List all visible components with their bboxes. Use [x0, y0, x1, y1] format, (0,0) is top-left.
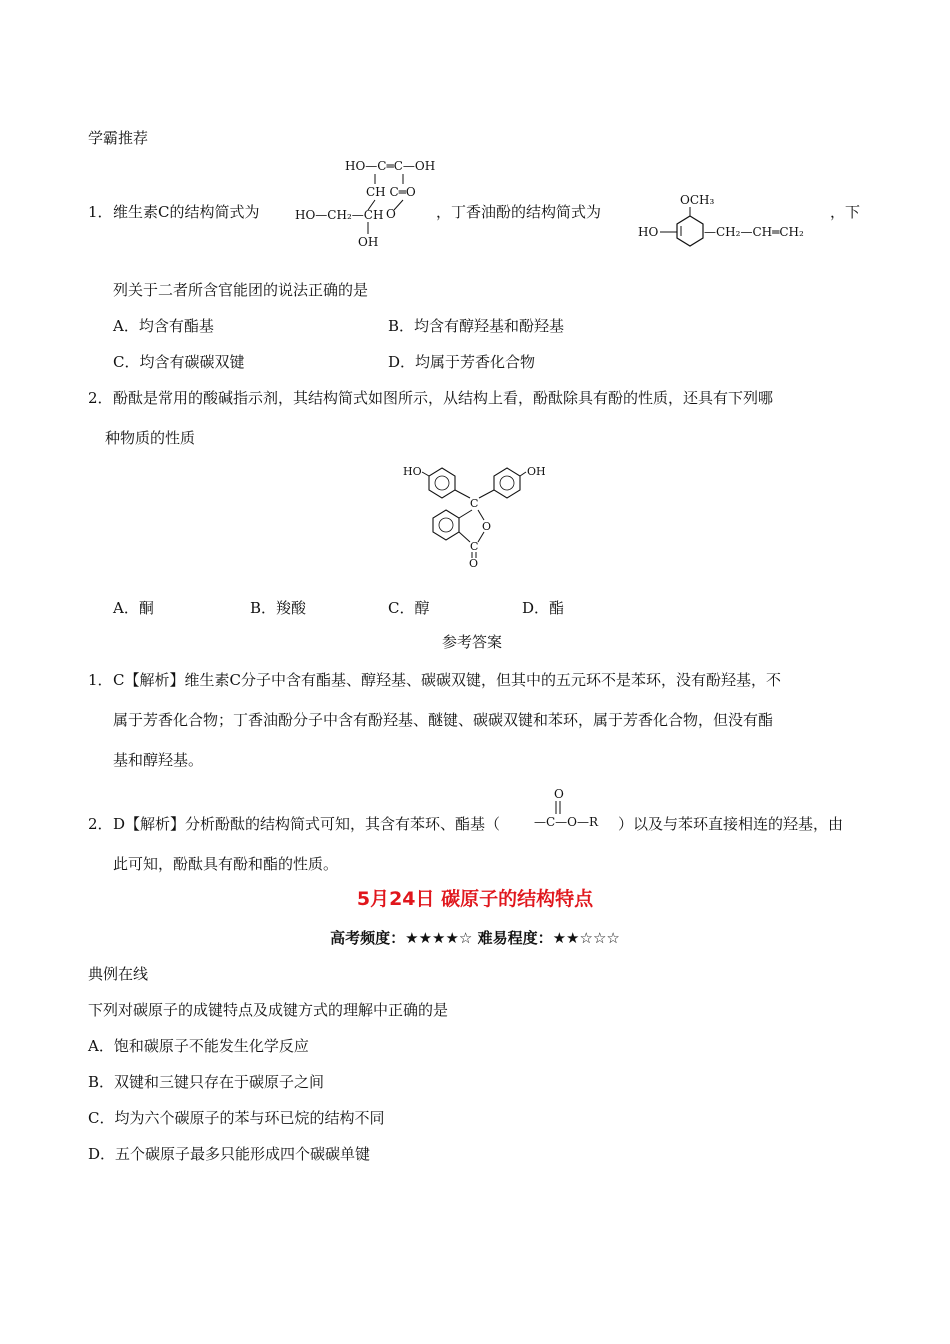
day-title: 5月24日 碳原子的结构特点	[356, 888, 594, 910]
vitc-top-label: HO—C═C—OH	[345, 159, 436, 173]
eugenol-och3-label: OCH₃	[680, 193, 715, 207]
q1-number: 1．	[88, 203, 113, 221]
ester-chain-label: —C—O—R	[534, 815, 599, 829]
example-heading: 典例在线	[88, 965, 149, 983]
q1-continuation: 列关于二者所含官能团的说法正确的是	[113, 281, 369, 299]
q2-line2: 种物质的性质	[105, 429, 196, 447]
q1-text-a: 维生素C的结构简式为	[113, 203, 260, 221]
q1-option-a: A．均含有酯基	[113, 317, 214, 335]
q2-option-a: A．酮	[113, 599, 154, 617]
eugenol-structure	[636, 188, 836, 250]
q1-option-b: B．均含有醇羟基和酚羟基	[388, 317, 565, 335]
example-option-a: A．饱和碳原子不能发生化学反应	[88, 1037, 309, 1055]
vitc-left-label: HO—CH₂—CH	[295, 208, 384, 222]
difficulty-meta: 高考频度：★★★★☆ 难易程度：★★☆☆☆	[330, 929, 620, 947]
q2-option-b: B．羧酸	[250, 599, 307, 617]
q2-number: 2．	[88, 389, 113, 407]
answer2-line1b: ）以及与苯环直接相连的羟基，由	[618, 815, 844, 833]
q1-option-d: D．均属于芳香化合物	[388, 353, 536, 371]
example-question: 下列对碳原子的成键特点及成键方式的理解中正确的是	[88, 1001, 449, 1019]
example-option-c: C．均为六个碳原子的苯与环已烷的结构不同	[88, 1109, 385, 1127]
example-option-b: B．双键和三键只存在于碳原子之间	[88, 1073, 325, 1091]
phenolphthalein-structure	[400, 458, 560, 568]
answer2-line1a: D【解析】分析酚酞的结构简式可知，其含有苯环、酯基（	[113, 815, 501, 833]
answer2-number: 2．	[88, 815, 113, 833]
vitc-mid-label: CH C═O	[366, 185, 416, 199]
section-heading: 学霸推荐	[88, 129, 149, 147]
phenolphthalein-central-carbon: C	[470, 497, 479, 510]
phenolphthalein-ho-label: HO	[403, 465, 422, 478]
q1-text-b: ，丁香油酚的结构简式为	[436, 203, 602, 221]
q2-line1: 酚酞是常用的酸碱指示剂，其结构简式如图所示，从结构上看，酚酞除具有酚的性质，还具有下列哪	[113, 389, 774, 407]
answers-title: 参考答案	[442, 633, 503, 651]
vitc-oh-label: OH	[358, 235, 379, 249]
ester-carbonyl-oxygen: O	[554, 787, 564, 801]
q2-option-d: D．酯	[522, 599, 565, 617]
answer1-line1: C【解析】维生素C分子中含有酯基、醇羟基、碳碳双键，但其中的五元环不是苯环，没有酚羟基，不	[113, 671, 781, 689]
phenolphthalein-ring-oxygen: O	[482, 520, 492, 533]
answer2-line2: 此可知，酚酞具有酚和酯的性质。	[113, 855, 339, 873]
vitamin-c-structure	[290, 152, 450, 252]
answer1-number: 1．	[88, 671, 113, 689]
answer1-line3: 基和醇羟基。	[113, 751, 204, 769]
eugenol-ho-label: HO	[638, 225, 659, 239]
q1-option-c: C．均含有碳碳双键	[113, 353, 245, 371]
q2-option-c: C．醇	[388, 599, 430, 617]
eugenol-chain-label: —CH₂—CH═CH₂	[704, 225, 804, 239]
ester-group-structure	[530, 784, 620, 834]
phenolphthalein-carbonyl-oxygen: O	[469, 557, 479, 568]
vitc-ring-oxygen: O	[386, 207, 396, 221]
example-option-d: D．五个碳原子最多只能形成四个碳碳单键	[88, 1145, 371, 1163]
answer1-line2: 属于芳香化合物；丁香油酚分子中含有酚羟基、醚键、碳碳双键和苯环，属于芳香化合物，但没有酯	[113, 711, 774, 729]
phenolphthalein-carbonyl-carbon: C	[470, 540, 479, 553]
phenolphthalein-oh-label: OH	[527, 465, 546, 478]
q1-text-c: ，下	[830, 203, 861, 221]
